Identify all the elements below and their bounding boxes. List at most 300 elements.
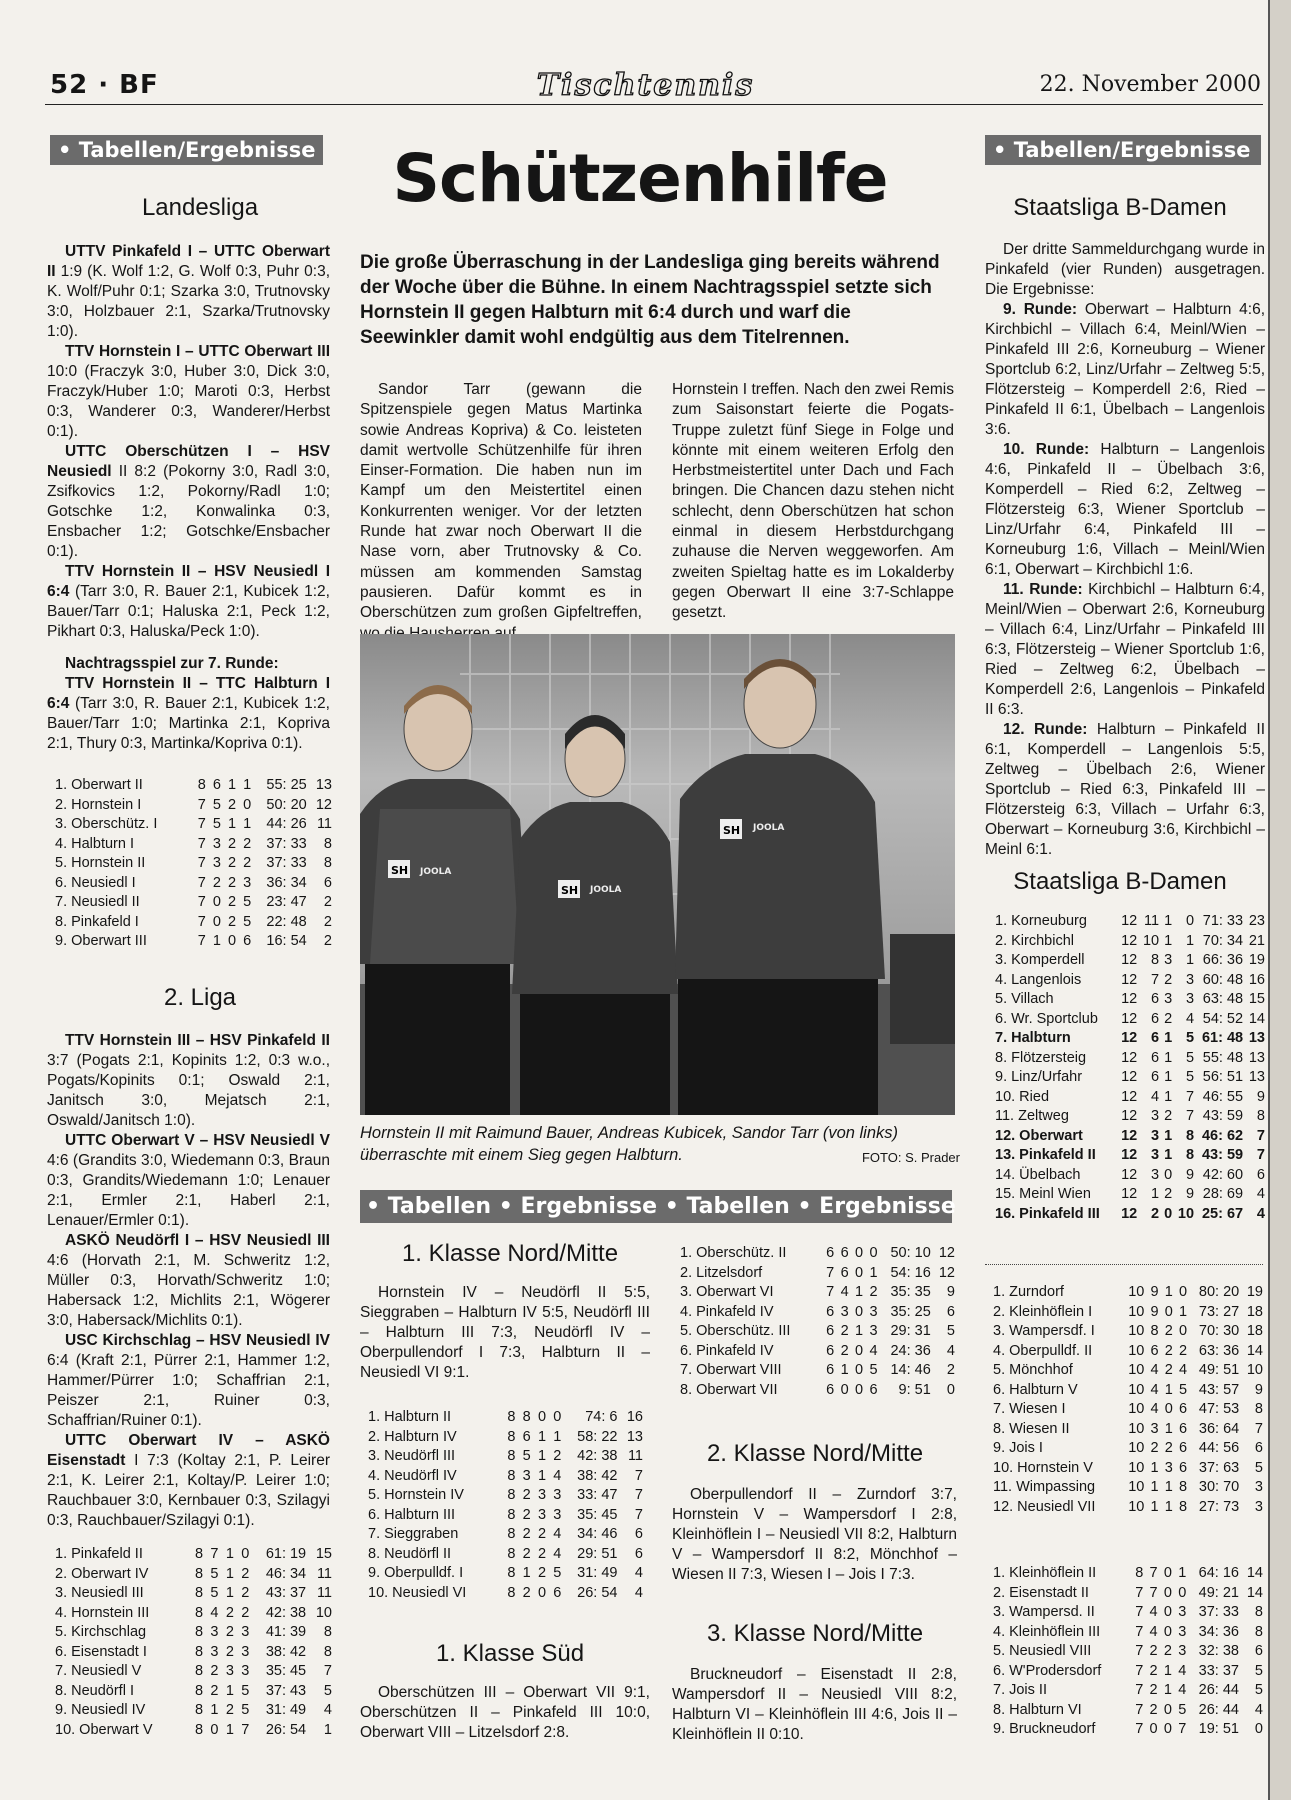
team-name: 3. Oberschütz. I xyxy=(55,816,158,832)
table-cell: 64: 16 xyxy=(1198,1565,1239,1581)
table-cell: 0 xyxy=(212,913,221,930)
table-cell: 8 xyxy=(194,1663,204,1679)
table-cell: 2 xyxy=(537,1526,547,1542)
table-cell: 7 xyxy=(1135,1721,1144,1737)
table-cell: 1 xyxy=(522,1565,531,1581)
result-detail: (Tarr 3:0, R. Bauer 2:1, Kubicek 1:2, Bauer/Tarr 1:0; Martinka 2:1, Kopriva 2:1, Thury 0:3, Martinka/Kopriva 0:1). xyxy=(47,695,330,752)
table-cell: 61: 48 xyxy=(1201,1030,1244,1046)
table-cell: 5 xyxy=(241,1682,250,1699)
table-cell: 7 xyxy=(197,874,206,891)
table-cell: 3 xyxy=(1185,991,1195,1007)
table-cell: 2 xyxy=(228,913,237,930)
table-cell: 3 xyxy=(1151,1166,1160,1183)
table-cell: 7 xyxy=(1135,1682,1144,1698)
table-row xyxy=(55,1662,332,1682)
table-cell: 4 xyxy=(553,1467,562,1484)
sued1-table xyxy=(680,1244,955,1400)
table-cell: 4 xyxy=(1178,1662,1187,1679)
table-cell: 10 xyxy=(1128,1381,1145,1398)
team-name: 10. Neusiedl VI xyxy=(368,1584,467,1601)
table-cell: 32: 38 xyxy=(1198,1643,1239,1659)
table-cell: 2 xyxy=(243,855,252,871)
table-cell: 0 xyxy=(1164,1303,1173,1320)
table-cell: 7 xyxy=(197,913,206,930)
table-row xyxy=(368,1428,643,1448)
table-row xyxy=(55,854,332,874)
table-cell: 7 xyxy=(241,1721,250,1738)
article-lead: Die große Überraschung in der Landesliga ging bereits während der Woche über die Bühne. In einem Nachtragsspiel setzte sich Hornstein II gegen Halbturn mit 6:4 durch und warf die Seewinkler damit wohl endgültig aus dem Titelrennen. xyxy=(360,252,940,348)
table-cell: 12 xyxy=(1121,1088,1138,1105)
table-cell: 63: 48 xyxy=(1202,991,1244,1007)
photo-caption: Hornstein II mit Raimund Bauer, Andreas Kubicek, Sandor Tarr (von links) überraschte mit einem Sieg gegen Halbturn. FOTO: S. Prader xyxy=(360,1122,960,1169)
table-cell: 8 xyxy=(194,1546,204,1562)
result-heading: 12. Runde: xyxy=(1003,721,1088,738)
table-cell: 5 xyxy=(1185,1069,1195,1085)
table-cell: 5 xyxy=(553,1565,562,1581)
table-cell: 3 xyxy=(553,1487,562,1503)
table-cell: 3 xyxy=(869,1303,878,1320)
table-cell: 1 xyxy=(1150,1498,1159,1515)
table-cell: 7 xyxy=(634,1467,643,1484)
table-cell: 35: 35 xyxy=(890,1284,931,1300)
result-detail: Oberwart – Halbturn 4:6, Kirchbichl – Villach 6:4, Meinl/Wien – Pinkafeld III 2:6, Korneuburg – Wiener Sportclub 6:2, Linz/Urfahr – Zeltweg 5:5, Flötzersteig – Komperdell 2:6, Ried – Pinkafeld II 6:1, Übelbach – Langenlois 3:6. xyxy=(985,301,1265,438)
team-name: 10. Hornstein V xyxy=(993,1459,1093,1476)
table-cell: 19 xyxy=(1248,952,1265,968)
table-cell: 2 xyxy=(522,1506,531,1523)
table-cell: 3 xyxy=(225,1663,234,1679)
table-cell: 5 xyxy=(210,1585,219,1601)
team-name: 9. Oberwart III xyxy=(55,933,147,949)
table-cell: 2 xyxy=(1150,1440,1159,1456)
table-cell: 70: 34 xyxy=(1202,932,1244,949)
result-entry xyxy=(47,562,330,642)
table-cell: 8 xyxy=(1254,1401,1263,1417)
table-cell: 4 xyxy=(1256,1205,1265,1222)
table-row xyxy=(680,1303,955,1323)
table-cell: 55: 48 xyxy=(1202,1049,1244,1066)
table-cell: 37: 33 xyxy=(266,835,307,852)
table-cell: 46: 55 xyxy=(1202,1088,1244,1105)
table-cell: 8 xyxy=(1178,1498,1188,1515)
table-cell: 16 xyxy=(1248,971,1265,988)
team-name: 9. Jois I xyxy=(993,1440,1043,1456)
table-cell: 2 xyxy=(225,1604,234,1621)
table-row xyxy=(680,1322,955,1342)
table-cell: 6 xyxy=(323,874,332,891)
table-cell: 60: 48 xyxy=(1202,971,1244,988)
table-cell: 5 xyxy=(1185,1030,1195,1046)
divider xyxy=(985,1264,1263,1265)
table-cell: 1 xyxy=(1164,932,1173,949)
table-row xyxy=(680,1361,955,1381)
table-cell: 3 xyxy=(210,1624,219,1640)
table-cell: 10 xyxy=(1128,1401,1145,1417)
table-cell: 4 xyxy=(1178,1362,1188,1378)
table-cell: 1 xyxy=(228,816,237,832)
table-cell: 19 xyxy=(1246,1284,1263,1300)
table-cell: 44: 56 xyxy=(1198,1440,1240,1456)
table-cell: 22: 48 xyxy=(266,913,307,930)
table-cell: 7 xyxy=(1254,1420,1263,1437)
table-cell: 8 xyxy=(323,1624,332,1640)
team-name: 12. Neusiedl VII xyxy=(993,1498,1096,1515)
result-heading: ASKÖ Neudörfl I – HSV Neusiedl III xyxy=(65,1232,330,1249)
table-row xyxy=(55,1623,332,1643)
table-cell: 1 xyxy=(537,1467,547,1484)
team-name: 9. Neusiedl IV xyxy=(55,1702,146,1718)
team-name: 6. Eisenstadt I xyxy=(55,1643,147,1660)
table-cell: 3 xyxy=(212,855,221,871)
table-cell: 2 xyxy=(1149,1682,1158,1698)
table-cell: 15 xyxy=(315,1546,332,1562)
table-cell: 0 xyxy=(210,1721,219,1738)
table-cell: 14 xyxy=(1246,1584,1263,1601)
table-cell: 6 xyxy=(946,1303,955,1320)
result-entry xyxy=(47,1131,330,1231)
table-cell: 7 xyxy=(634,1487,643,1503)
team-name: 9. Linz/Urfahr xyxy=(995,1069,1083,1085)
table-cell: 54: 16 xyxy=(890,1264,931,1281)
table-row xyxy=(55,893,332,913)
result-entry xyxy=(985,720,1265,860)
table-cell: 6 xyxy=(1151,1069,1160,1085)
table-row xyxy=(680,1264,955,1284)
table-cell: 2 xyxy=(228,835,237,852)
team-name: 7. Wiesen I xyxy=(993,1401,1066,1417)
team-name: 3. Komperdell xyxy=(995,952,1085,968)
table-cell: 12 xyxy=(1121,1069,1138,1085)
table-cell: 12 xyxy=(1121,991,1138,1007)
table-cell: 8 xyxy=(1151,952,1160,968)
table-cell: 1 xyxy=(212,933,221,949)
team-name: 6. Neusiedl I xyxy=(55,874,136,891)
table-cell: 3 xyxy=(243,874,252,891)
table-cell: 8 xyxy=(507,1506,516,1523)
nord1-results: Hornstein IV – Neudörfl II 5:5, Sieggraben – Halbturn IV 5:5, Neudörfl III – Halbturn III 7:3, Neudörfl IV – Oberpullendorf I 7:3, Halbturn II – Neusiedl VI 9:1. xyxy=(360,1284,650,1381)
landesliga-results xyxy=(47,242,330,754)
table-row xyxy=(995,1146,1265,1166)
team-name: 8. Oberwart VII xyxy=(680,1381,778,1398)
table-row xyxy=(995,990,1265,1010)
table-cell: 42: 38 xyxy=(265,1604,307,1621)
table-cell: 27: 73 xyxy=(1198,1498,1240,1515)
table-cell: 43: 57 xyxy=(1198,1381,1240,1398)
table-cell: 7 xyxy=(210,1546,219,1562)
table-cell: 2 xyxy=(522,1584,531,1601)
table-cell: 5 xyxy=(869,1362,878,1378)
table-cell: 37: 43 xyxy=(265,1682,307,1699)
landesliga-table xyxy=(55,776,332,952)
table-cell: 3 xyxy=(241,1663,250,1679)
table-cell: 7 xyxy=(826,1284,835,1300)
table-row xyxy=(55,1545,332,1565)
table-cell: 3 xyxy=(241,1643,250,1660)
table-cell: 1 xyxy=(1150,1459,1159,1476)
table-row xyxy=(680,1283,955,1303)
results-bar: • Tabellen • Ergebnisse • Tabellen • Ergebnisse xyxy=(360,1190,952,1223)
table-cell: 3 xyxy=(522,1467,531,1484)
table-cell: 11 xyxy=(316,1585,332,1601)
table-cell: 8 xyxy=(507,1409,516,1425)
table-row xyxy=(993,1283,1263,1303)
table-cell: 2 xyxy=(1164,1440,1173,1456)
table-cell: 35: 45 xyxy=(577,1506,618,1523)
table-cell: 8 xyxy=(1256,1108,1265,1124)
table-cell: 7 xyxy=(1135,1604,1144,1620)
table-row xyxy=(995,1068,1265,1088)
table-cell: 34: 36 xyxy=(1198,1623,1239,1640)
table-cell: 42: 38 xyxy=(577,1448,618,1464)
team-name: 1. Zurndorf xyxy=(993,1284,1064,1300)
table-cell: 4 xyxy=(210,1604,219,1621)
table-cell: 9 xyxy=(1150,1303,1159,1320)
team-name: 6. Pinkafeld IV xyxy=(680,1342,774,1359)
table-cell: 58: 22 xyxy=(577,1428,618,1445)
team-name: 10. Ried xyxy=(995,1088,1050,1105)
table-cell: 6 xyxy=(553,1584,562,1601)
result-detail: II 8:2 (Pokorny 3:0, Radl 3:0, Zsifkovics 1:2, Pokorny/Radl 1:0; Gotschke 1:2, Konwalinka 0:3, Ensbacher 1:2; Gotschke/Ensbacher 0:1). xyxy=(47,463,330,560)
table-cell: 8 xyxy=(194,1565,204,1582)
table-cell: 29: 31 xyxy=(890,1323,931,1339)
table-cell: 8 xyxy=(194,1721,204,1738)
table-row xyxy=(993,1720,1263,1740)
team-name: 4. Neudörfl IV xyxy=(368,1467,457,1484)
table-row xyxy=(993,1303,1263,1323)
shirt-brand-middle: JOOLA xyxy=(590,885,622,895)
result-entry xyxy=(47,242,330,342)
table-cell: 2 xyxy=(225,1702,234,1718)
table-cell: 10 xyxy=(1128,1284,1145,1300)
table-cell: 1 xyxy=(1164,1147,1173,1163)
table-cell: 1 xyxy=(1164,913,1173,929)
photo-credit: FOTO: S. Prader xyxy=(861,1150,960,1165)
table-cell: 2 xyxy=(225,1643,234,1660)
table-cell: 38: 42 xyxy=(577,1467,618,1484)
table-cell: 2 xyxy=(1164,1362,1173,1378)
table-cell: 6 xyxy=(1178,1440,1188,1456)
table-cell: 4 xyxy=(1151,1088,1160,1105)
team-photo-illustration xyxy=(360,634,955,1115)
table-cell: 43: 59 xyxy=(1202,1108,1244,1124)
result-entry xyxy=(47,342,330,442)
table-cell: 4 xyxy=(840,1284,849,1300)
table-cell: 2 xyxy=(1149,1701,1158,1718)
table-cell: 0 xyxy=(1164,1166,1173,1183)
table-cell: 47: 53 xyxy=(1198,1401,1240,1417)
sued1-results: Oberschützen III – Oberwart VII 9:1, Oberschützen II – Pinkafeld III 10:0, Oberwart VIII – Litzelsdorf 2:8. xyxy=(360,1684,650,1741)
table-cell: 26: 54 xyxy=(577,1584,618,1601)
team-name: 12. Oberwart xyxy=(995,1127,1083,1144)
table-cell: 7 xyxy=(1135,1701,1144,1718)
table-cell: 7 xyxy=(197,933,206,949)
table-cell: 8 xyxy=(1150,1323,1159,1339)
table-cell: 2 xyxy=(210,1663,219,1679)
table-row xyxy=(993,1584,1263,1604)
nord2-title: 2. Klasse Nord/Mitte xyxy=(706,1440,924,1467)
table-row xyxy=(993,1623,1263,1643)
table-cell: 9 xyxy=(1256,1088,1265,1105)
table-cell: 8 xyxy=(323,1643,332,1660)
table-row xyxy=(368,1486,643,1506)
table-cell: 0 xyxy=(1163,1565,1172,1581)
table-cell: 0 xyxy=(855,1303,864,1320)
table-cell: 7 xyxy=(1135,1623,1144,1640)
team-name: 6. Halbturn III xyxy=(368,1506,456,1523)
table-cell: 8 xyxy=(507,1467,516,1484)
team-name: 11. Zeltweg xyxy=(995,1108,1069,1124)
result-entry xyxy=(47,1431,330,1531)
table-cell: 8 xyxy=(507,1428,516,1445)
result-heading: Nachtragsspiel zur 7. Runde: xyxy=(65,655,279,672)
table-row xyxy=(995,1088,1265,1108)
table-cell: 7 xyxy=(1256,1127,1265,1144)
table-cell: 1 xyxy=(1178,1303,1188,1320)
table-cell: 4 xyxy=(1150,1381,1159,1398)
table-cell: 6 xyxy=(869,1381,878,1398)
table-cell: 63: 36 xyxy=(1198,1342,1240,1359)
table-cell: 4 xyxy=(1185,1010,1195,1027)
table-row xyxy=(993,1478,1263,1498)
team-name: 2. Eisenstadt II xyxy=(993,1584,1089,1601)
table-cell: 4 xyxy=(634,1565,643,1581)
result-entry xyxy=(985,580,1265,720)
result-detail: Halbturn – Langenlois 4:6, Pinkafeld II – Übelbach 3:6, Komperdell – Ried 6:2, Zeltweg – Flötzersteig 6:3, Wiener Sportclub – Linz/Urfahr 6:4, Pinkafeld III – Korneuburg 1:6, Villach – Meinl/Wien 6:1, Oberwart – Kirchbichl 1:6. xyxy=(985,441,1266,578)
table-cell: 6 xyxy=(212,777,221,793)
table-cell: 4 xyxy=(323,1702,332,1718)
table-cell: 0 xyxy=(1178,1323,1188,1339)
table-cell: 37: 33 xyxy=(1198,1604,1239,1620)
team-name: 1. Oberschütz. II xyxy=(680,1245,787,1261)
team-name: 3. Neudörfl III xyxy=(368,1448,456,1464)
table-cell: 8 xyxy=(197,777,206,793)
table-row xyxy=(995,1205,1265,1225)
table-cell: 2 xyxy=(228,796,237,813)
page-edge xyxy=(1268,0,1291,1800)
table-cell: 0 xyxy=(1178,1284,1188,1300)
table-cell: 2 xyxy=(1178,1342,1188,1359)
table-cell: 6 xyxy=(243,933,252,949)
table-cell: 3 xyxy=(1254,1498,1263,1515)
table-cell: 54: 52 xyxy=(1202,1010,1244,1027)
team-name: 8. Pinkafeld I xyxy=(55,913,139,930)
shirt-label-right: SH xyxy=(723,824,741,837)
result-heading: TTV Hornstein II – TTC Halbturn I 6:4 xyxy=(47,675,330,712)
table-cell: 5 xyxy=(243,913,252,930)
table-row xyxy=(993,1439,1263,1459)
table-cell: 8 xyxy=(1185,1127,1195,1144)
page-number: 52 · BF xyxy=(50,70,159,100)
table-cell: 2 xyxy=(212,874,221,891)
table-cell: 6 xyxy=(826,1381,835,1398)
team-name: 7. Neusiedl V xyxy=(55,1663,142,1679)
table-cell: 33: 47 xyxy=(577,1487,618,1503)
table-cell: 8 xyxy=(1254,1623,1263,1640)
team-name: 7. Jois II xyxy=(993,1682,1047,1698)
table-cell: 12 xyxy=(1121,1108,1138,1124)
team-name: 8. Neudörfl II xyxy=(368,1545,452,1562)
table-cell: 3 xyxy=(1164,991,1173,1007)
table-cell: 7 xyxy=(1135,1662,1144,1679)
table-cell: 1 xyxy=(228,777,237,793)
table-cell: 73: 27 xyxy=(1198,1303,1240,1320)
table-cell: 13 xyxy=(315,777,332,793)
table-cell: 26: 44 xyxy=(1198,1682,1239,1698)
table-row xyxy=(368,1545,643,1565)
team-name: 13. Pinkafeld II xyxy=(995,1147,1096,1163)
team-name: 7. Sieggraben xyxy=(368,1526,459,1542)
result-detail: (Tarr 3:0, R. Bauer 2:1, Kubicek 1:2, Bauer/Tarr 0:1; Haluska 2:1, Peck 1:2, Pikhart 0:3, Haluska/Peck 1:0). xyxy=(47,583,330,640)
table-cell: 3 xyxy=(1185,971,1195,988)
table-cell: 12 xyxy=(1121,1030,1138,1046)
table-cell: 8 xyxy=(1254,1604,1263,1620)
table-cell: 0 xyxy=(1163,1604,1172,1620)
table-cell: 1 xyxy=(1163,1662,1172,1679)
table-cell: 2 xyxy=(522,1526,531,1542)
table-row xyxy=(368,1408,643,1428)
table-cell: 8 xyxy=(194,1604,204,1621)
table-cell: 13 xyxy=(1248,1069,1265,1085)
table-cell: 7 xyxy=(1178,1721,1187,1737)
table-cell: 3 xyxy=(553,1506,562,1523)
table-cell: 8 xyxy=(507,1487,516,1503)
table-row xyxy=(995,971,1265,991)
table-row xyxy=(55,874,332,894)
table-cell: 5 xyxy=(241,1702,250,1718)
table-cell: 21 xyxy=(1248,932,1265,949)
table-cell: 49: 21 xyxy=(1198,1584,1239,1601)
table-cell: 42: 60 xyxy=(1202,1166,1244,1183)
table-cell: 3 xyxy=(1151,1147,1160,1163)
table-cell: 5 xyxy=(212,796,221,813)
table-cell: 0 xyxy=(1164,1205,1173,1222)
article-body-col2: Hornstein I treffen. Nach den zwei Remis zum Saisonstart feierte die Pogats-Truppe zuletzt fünf Siege in Folge und könnte mit einem weiteren Erfolg den Herbstmeistertitel unter Dach und Fach bringen. Die Chancen dazu stehen nicht schlecht, denn Oberschützen hat schon einmal in diesem Herbstdurchgang zuhause die Nerven weggeworfen. Am zweiten Spieltag hatte es im Lokalderby gegen Oberwart II eine 3:7-Schlappe gesetzt. xyxy=(672,381,954,622)
result-heading: UTTC Oberwart V – HSV Neusiedl V xyxy=(65,1132,330,1149)
table-cell: 13 xyxy=(1248,1049,1265,1066)
table-cell: 46: 62 xyxy=(1201,1127,1244,1144)
table-row xyxy=(993,1361,1263,1381)
table-cell: 71: 33 xyxy=(1202,913,1244,929)
table-cell: 9 xyxy=(946,1284,955,1300)
team-name: 3. Wampersdf. I xyxy=(993,1323,1095,1339)
nord3-title: 3. Klasse Nord/Mitte xyxy=(706,1620,924,1647)
table-cell: 12 xyxy=(1121,913,1138,929)
table-cell: 6 xyxy=(1254,1643,1263,1659)
table-cell: 4 xyxy=(1150,1362,1159,1378)
table-cell: 46: 34 xyxy=(265,1565,307,1582)
table-cell: 2 xyxy=(323,913,332,930)
table-cell: 37: 33 xyxy=(266,855,307,871)
table-cell: 7 xyxy=(1135,1584,1144,1601)
table-row xyxy=(993,1498,1263,1518)
table-row xyxy=(995,1166,1265,1186)
result-detail: 10:0 (Fraczyk 3:0, Huber 3:0, Dick 3:0, Fraczyk/Huber 1:0; Maroti 0:3, Herbst 0:3, Wanderer 0:3, Wanderer/Herbst 0:1). xyxy=(47,363,330,440)
table-cell: 1 xyxy=(1164,1049,1173,1066)
table-cell: 10 xyxy=(1128,1459,1145,1476)
table-cell: 0 xyxy=(1178,1584,1187,1601)
table-cell: 10 xyxy=(1128,1342,1145,1359)
table-cell: 6 xyxy=(1151,1030,1160,1046)
table-row xyxy=(993,1322,1263,1342)
table-cell: 6 xyxy=(522,1428,531,1445)
table-cell: 8 xyxy=(194,1624,204,1640)
table-cell: 2 xyxy=(1164,1186,1173,1202)
table-cell: 3 xyxy=(1151,1108,1160,1124)
table-cell: 6 xyxy=(826,1303,835,1320)
table-row xyxy=(368,1506,643,1526)
table-cell: 14 xyxy=(1248,1010,1265,1027)
header-rule xyxy=(45,104,1263,105)
table-cell: 5 xyxy=(1254,1662,1263,1679)
